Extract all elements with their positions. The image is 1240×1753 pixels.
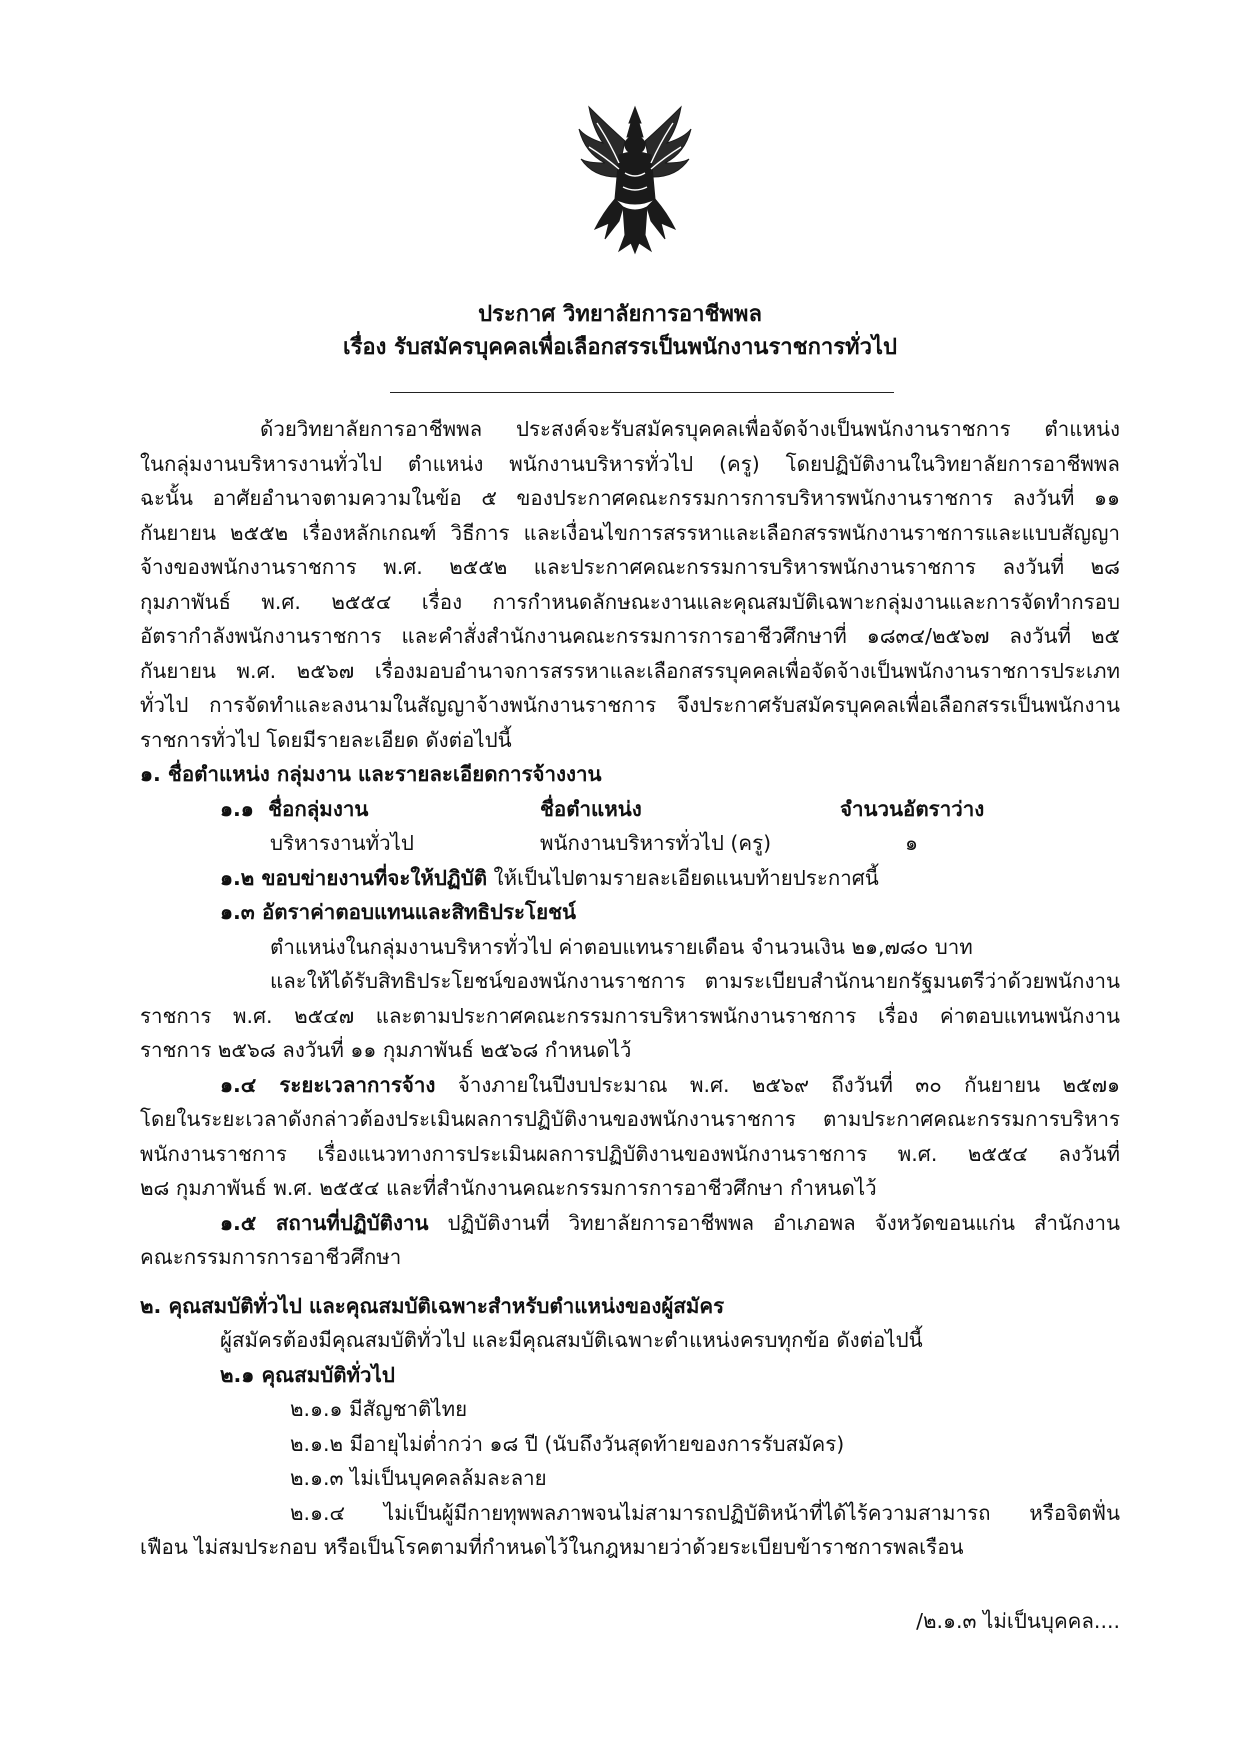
section-1-3-line: ตำแหน่งในกลุ่มงานบริหารทั่วไป ค่าตอบแทนรายเดือน จำนวนเงิน ๒๑,๗๘๐ บาท [270, 934, 973, 959]
section-1-3-label: ๑.๓ อัตราค่าตอบแทนและสิทธิประโยชน์ [220, 900, 577, 924]
header-vacancy-count: จำนวนอัตราว่าง [840, 796, 985, 821]
section-1-5-label: ๑.๕ สถานที่ปฏิบัติงาน [220, 1210, 429, 1235]
section-1-1-number: ๑.๑ [220, 796, 254, 821]
section-2-1-item: ๒.๑.๔ ไม่เป็นผู้มีกายทุพพลภาพจนไม่สามารถปฏิบัติหน้าที่ได้ไร้ความสามารถ หรือจิตฟั่น [290, 1500, 1120, 1525]
section-1-5-first: ปฏิบัติงานที่ วิทยาลัยการอาชีพพล อำเภอพล จังหวัดขอนแก่น สำนักงาน [428, 1210, 1120, 1235]
intro-line: กันยายน ๒๕๕๒ เรื่องหลักเกณฑ์ วิธีการ และเงื่อนไขการสรรหาและเลือกสรรพนักงานราชการและแบบสัญญา [140, 520, 1120, 545]
section-1-2-label: ๑.๒ ขอบข่ายงานที่จะให้ปฏิบัติ [220, 865, 488, 890]
announcement-subject: เรื่อง รับสมัครบุคคลเพื่อเลือกสรรเป็นพนักงานราชการทั่วไป [343, 335, 897, 360]
section-1-5 [140, 1206, 1120, 1241]
section-1-4-label: ๑.๔ ระยะเวลาการจ้าง [220, 1072, 436, 1097]
section-2-title: ๒. คุณสมบัติทั่วไป และคุณสมบัติเฉพาะสำหรับตำแหน่งของผู้สมัคร [140, 1293, 725, 1318]
page-continuation-note: /๒.๑.๓ ไม่เป็นบุคคล.... [916, 1609, 1120, 1633]
intro-line: ทั่วไป การจัดทำและลงนามในสัญญาจ้างพนักงานราชการ จึงประกาศรับสมัครบุคคลเพื่อเลือกสรรเป็นพนักงาน [140, 693, 1120, 717]
section-1-title: ๑. ชื่อตำแหน่ง กลุ่มงาน และรายละเอียดการจ้างงาน [140, 762, 602, 786]
section-2-1-item: ๒.๑.๒ มีอายุไม่ต่ำกว่า ๑๘ ปี (นับถึงวันสุดท้ายของการรับสมัคร) [290, 1431, 845, 1456]
section-1-3-line: ราชการ ๒๕๖๘ ลงวันที่ ๑๑ กุมภาพันธ์ ๒๕๖๘ กำหนดไว้ [140, 1038, 632, 1062]
intro-line: ด้วยวิทยาลัยการอาชีพพล ประสงค์จะรับสมัครบุคคลเพื่อจัดจ้างเป็นพนักงานราชการ ตำแหน่ง [260, 417, 1120, 441]
intro-line: ในกลุ่มงานบริหารงานทั่วไป ตำแหน่ง พนักงานบริหารทั่วไป (ครู) โดยปฏิบัติงานในวิทยาลัยการอาชีพพล [140, 451, 1120, 476]
section-2-intro: ผู้สมัครต้องมีคุณสมบัติทั่วไป และมีคุณสมบัติเฉพาะตำแหน่งครบทุกข้อ ดังต่อไปนี้ [220, 1328, 923, 1352]
cell-group-name: บริหารงานทั่วไป [270, 831, 414, 855]
garuda-emblem-icon [575, 103, 695, 255]
title-divider [390, 392, 894, 393]
section-1-5-line: คณะกรรมการการอาชีวศึกษา [140, 1245, 402, 1269]
intro-line: จ้างของพนักงานราชการ พ.ศ. ๒๕๕๒ และประกาศคณะกรรมการบริหารพนักงานราชการ ลงวันที่ ๒๘ [140, 555, 1120, 579]
section-1-1-header-row [140, 792, 1120, 827]
intro-line: ราชการทั่วไป โดยมีรายละเอียด ดังต่อไปนี้ [140, 727, 512, 752]
announcement-body [140, 412, 1120, 1565]
section-2-1-item: ๒.๑.๓ ไม่เป็นบุคคลล้มละลาย [290, 1466, 547, 1490]
section-1-4-line: โดยในระยะเวลาดังกล่าวต้องประเมินผลการปฏิบัติงานของพนักงานราชการ ตามประกาศคณะกรรมการบริหาร [140, 1107, 1120, 1131]
section-1-4-first: จ้างภายในปีงบประมาณ พ.ศ. ๒๕๖๙ ถึงวันที่ ๓๐ กันยายน ๒๕๗๑ [435, 1072, 1120, 1097]
section-1-3-line: ราชการ พ.ศ. ๒๕๔๗ และตามประกาศคณะกรรมการบริหารพนักงานราชการ เรื่อง ค่าตอบแทนพนักงาน [140, 1003, 1120, 1028]
intro-line: กันยายน พ.ศ. ๒๕๖๗ เรื่องมอบอำนาจการสรรหาและเลือกสรรบุคคลเพื่อจัดจ้างเป็นพนักงานราชการประเภท [140, 658, 1120, 683]
intro-line: อัตรากำลังพนักงานราชการ และคำสั่งสำนักงานคณะกรรมการการอาชีวศึกษาที่ ๑๘๓๔/๒๕๖๗ ลงวันที่ ๒๕ [140, 624, 1120, 648]
section-1-1-data-row [140, 826, 1120, 861]
section-1-2-text: ให้เป็นไปตามรายละเอียดแนบท้ายประกาศนี้ [487, 865, 879, 890]
section-1-4-line: ๒๘ กุมภาพันธ์ พ.ศ. ๒๕๕๔ และที่สำนักงานคณะกรรมการการอาชีวศึกษา กำหนดไว้ [140, 1176, 877, 1200]
section-1-4 [140, 1068, 1120, 1103]
section-2-1-item-continuation: เฟือน ไม่สมประกอบ หรือเป็นโรคตามที่กำหนดไว้ในกฎหมายว่าด้วยระเบียบข้าราชการพลเรือน [140, 1535, 964, 1559]
announcement-title: ประกาศ วิทยาลัยการอาชีพพล [478, 302, 762, 327]
header-group-name: ชื่อกลุ่มงาน [268, 796, 369, 821]
section-1-3-line: และให้ได้รับสิทธิประโยชน์ของพนักงานราชการ ตามระเบียบสำนักนายกรัฐมนตรีว่าด้วยพนักงาน [270, 969, 1120, 993]
section-2-1-item: ๒.๑.๑ มีสัญชาติไทย [290, 1397, 468, 1421]
section-1-2 [140, 861, 1120, 896]
intro-line: ฉะนั้น อาศัยอำนาจตามความในข้อ ๕ ของประกาศคณะกรรมการการบริหารพนักงานราชการ ลงวันที่ ๑๑ [140, 486, 1120, 510]
cell-position-name: พนักงานบริหารทั่วไป (ครู) [540, 831, 772, 855]
cell-vacancy-count: ๑ [905, 831, 919, 855]
intro-line: กุมภาพันธ์ พ.ศ. ๒๕๕๔ เรื่อง การกำหนดลักษณะงานและคุณสมบัติเฉพาะกลุ่มงานและการจัดทำกรอบ [140, 589, 1120, 614]
section-gap [140, 1275, 1120, 1289]
section-2-1-title: ๒.๑ คุณสมบัติทั่วไป [220, 1362, 395, 1387]
section-1-1-col-group [140, 792, 540, 827]
header-position-name: ชื่อตำแหน่ง [540, 796, 642, 821]
section-1-4-line: พนักงานราชการ เรื่องแนวทางการประเมินผลการปฏิบัติงานของพนักงานราชการ พ.ศ. ๒๕๕๔ ลงวันที่ [140, 1141, 1120, 1166]
